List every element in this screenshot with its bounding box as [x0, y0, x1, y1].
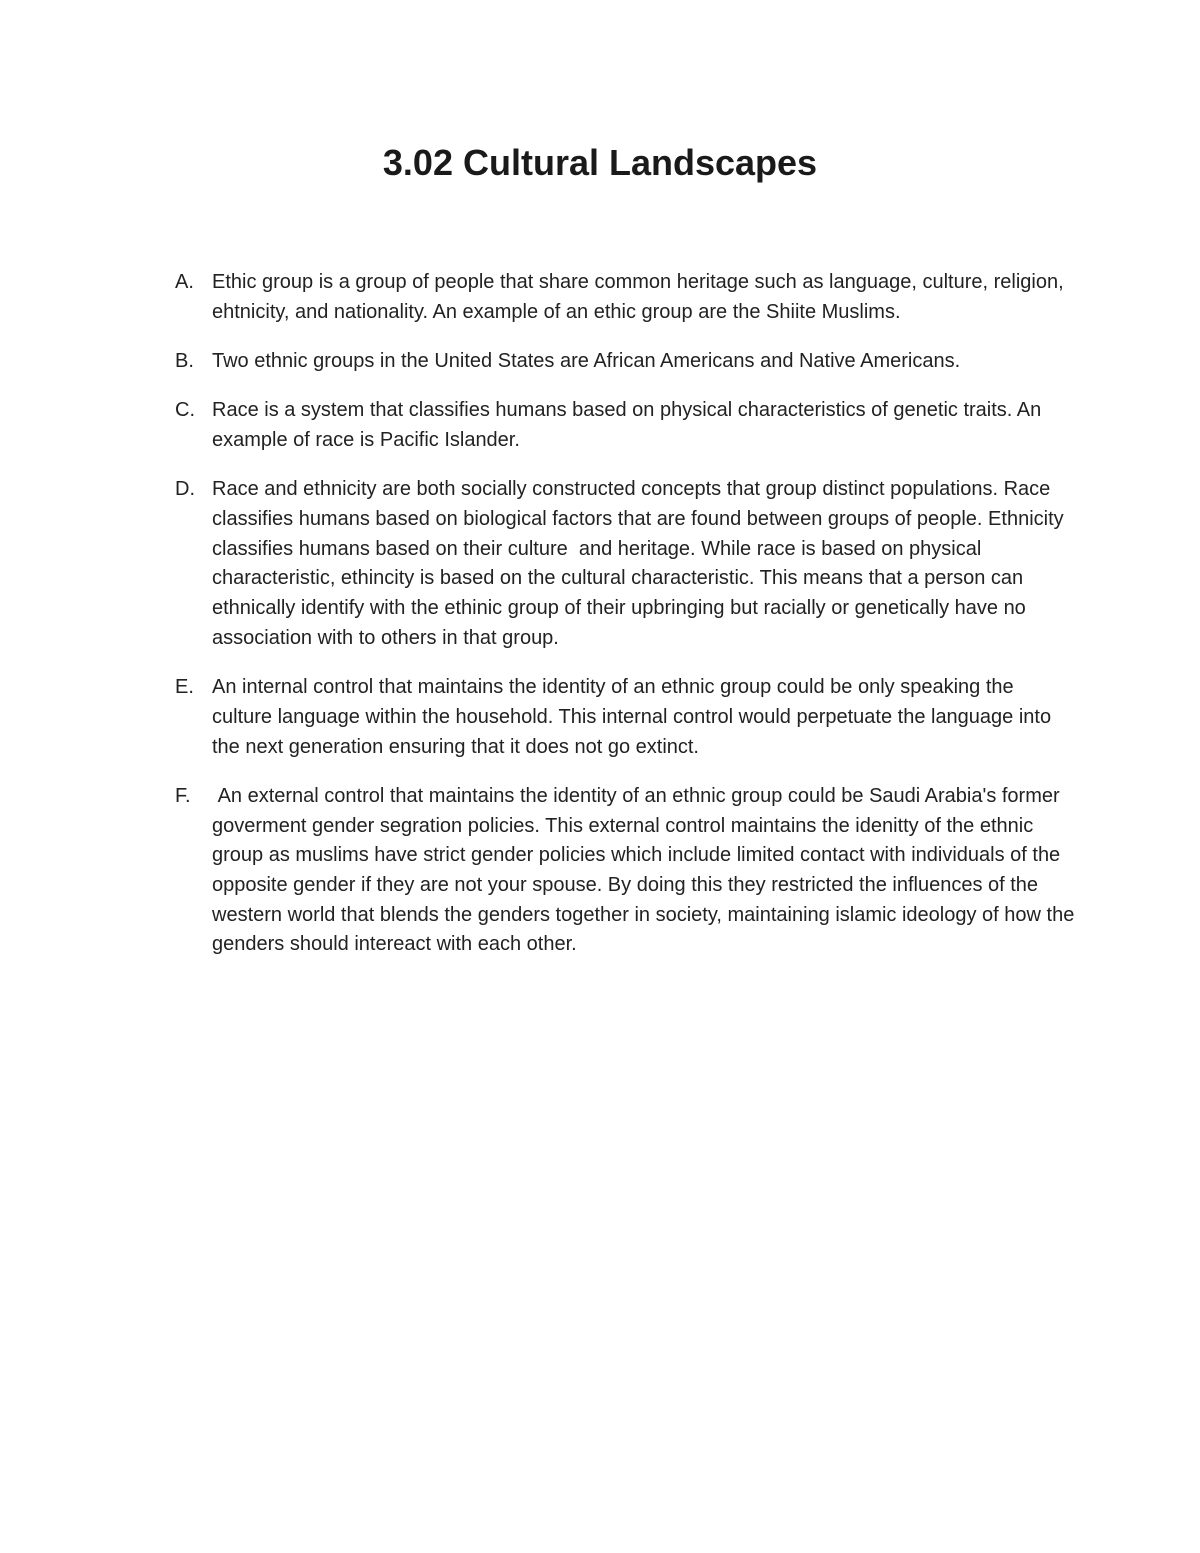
answer-marker: A. — [175, 271, 194, 293]
answer-marker: E. — [175, 676, 194, 699]
answer-marker: F. — [175, 784, 191, 807]
answer-text: Race and ethnicity are both socially constructed concepts that group distinct populations. Race classifies humans based on biological factors that are found between groups of people. Ethnicity classifies humans based on their culture and heritage. While race is based on physical characteristic, ethincity is based on the cultural characteristic. This means that a person can ethnically identify with the ethinic group of their upbringing but racially or genetically have no association with to others in that group. — [212, 478, 1070, 649]
answer-text: Two ethnic groups in the United States are African Americans and Native Americans. — [212, 350, 961, 372]
answer-item-b — [175, 347, 1075, 377]
answer-marker: C. — [175, 399, 195, 422]
answer-marker: D. — [175, 478, 195, 501]
answer-text: Race is a system that classifies humans based on physical characteristics of genetic traits. An example of race is Pacific Islander. — [212, 399, 1047, 451]
answer-item-e — [175, 673, 1075, 762]
answer-item-f — [175, 782, 1080, 960]
answer-text: An external control that maintains the identity of an ethnic group could be Saudi Arabia's former goverment gender segration policies. This external control maintains the idenitty of the ethnic group as muslims have strict gender policies which include limited contact with individuals of the opposite gender if they are not your spouse. By doing this they restricted the influences of the western world that blends the genders together in society, maintaining islamic ideology of how the genders should intereact with each other. — [212, 784, 1080, 956]
answer-text: Ethic group is a group of people that share common heritage such as language, culture, religion, ehtnicity, and nationality. An example of an ethic group are the Shiite Muslims. — [212, 271, 1070, 323]
answer-item-a — [175, 268, 1075, 327]
answer-item-c — [175, 396, 1075, 455]
answer-marker: B. — [175, 350, 194, 372]
answer-list — [175, 268, 1080, 980]
answer-item-d — [175, 475, 1075, 653]
answer-text: An internal control that maintains the identity of an ethnic group could be only speaking the culture language within the household. This internal control would perpetuate the language into the next generation ensuring that it does not go extinct. — [212, 676, 1057, 758]
document-title: 3.02 Cultural Landscapes — [382, 142, 818, 183]
